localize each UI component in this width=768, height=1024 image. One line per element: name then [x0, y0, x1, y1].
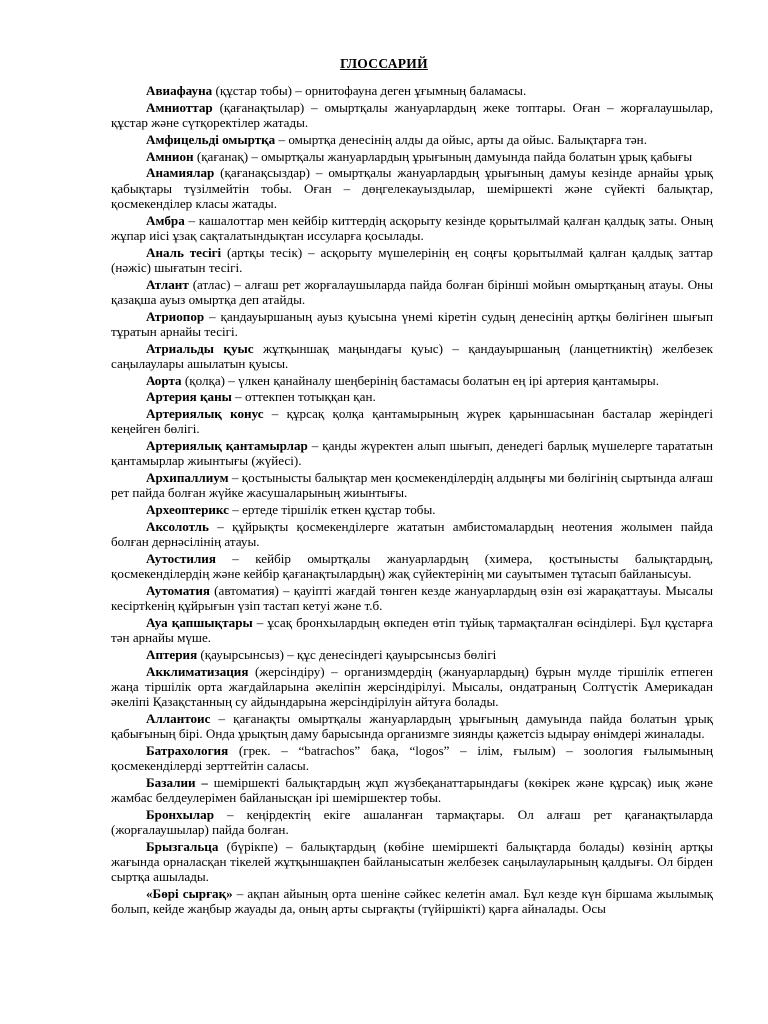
glossary-definition: – кейбір омыртқалы жануарлардың (химера, қостынысты балықтардың, қосмекенділердің және кейбір қағанақтылардың) жақ сүйектерінің ми сауытымен тұтасып байланысуы.: [111, 550, 713, 582]
glossary-entry: [111, 83, 713, 98]
glossary-term: Архипаллиум: [146, 470, 229, 486]
glossary-entry: [111, 743, 713, 773]
glossary-term: Атриальды қуыс: [146, 340, 254, 356]
glossary-definition: – қостынысты балықтар мен қосмекенділердің алдыңғы ми бөлігінің сыртында алғаш рет пайда болған жүйке жасушаларының жиынтығы.: [111, 470, 713, 501]
glossary-definition: (атлас) – алғаш рет жорғалаушыларда пайда болған бірінші мойын омыртқаның атауы. Оны қазақша ауыз омыртқа деп атайды.: [111, 276, 713, 307]
glossary-definition: – қанды жүректен алып шығып, денедегі барлық мүшелерге тарататын қантамырлар жиынтығы (жүйесі).: [111, 438, 713, 469]
glossary-entry: [111, 886, 713, 916]
glossary-term: Амфицельді омыртқа: [146, 131, 276, 147]
glossary-entry: [111, 406, 713, 436]
glossary-term: Бронхылар: [146, 806, 214, 822]
glossary-definition: – қағанақты омыртқалы жануарлардың ұрығының дамуында пайда болатын ұрық қабығының бірі. Онда ұрықтың даму барысында организмге зиянды қажетсіз ыдырау өнімдері жиналады.: [111, 710, 713, 742]
glossary-entry: [111, 373, 713, 388]
glossary-term: Батрахология: [146, 742, 229, 758]
glossary-definition: жұтқыншақ маңындағы қуыс) – қандауыршаның (ланцетниктің) желбезек саңылаулары ашылатын қуысы.: [111, 340, 713, 371]
glossary-entry: [111, 775, 713, 805]
glossary-entry: [111, 711, 713, 741]
glossary-term: Аксолотль: [146, 518, 209, 534]
glossary-term: «Бөрі сырғақ»: [146, 886, 233, 902]
glossary-definition: – құрсақ қолқа қантамырының жүрек қарыншасынан басталар жеріндегі кеңейген бөлігі.: [111, 406, 713, 437]
glossary-entry: [111, 615, 713, 645]
glossary-entry: [111, 807, 713, 837]
glossary-entry: [111, 341, 713, 371]
glossary-term: Авиафауна: [146, 83, 213, 98]
glossary-entry: [111, 277, 713, 307]
glossary-term: Артериялық конус: [146, 406, 264, 422]
glossary-definition: (қағанақтылар) – омыртқалы жануарлардың жеке топтары. Оған – жорғалаушылар, құстар және сүтқоректілер жатады.: [111, 99, 713, 130]
glossary-definition: шеміршекті балықтардың жұп жүзбеқанаттарындағы (көкірек және құрсақ) иық және жамбас белдеулерімен байланысқан ірі шеміршектер тобы.: [111, 774, 713, 806]
glossary-entry: [111, 502, 713, 517]
glossary-term: Амбра: [146, 212, 185, 228]
glossary-term: Артериялық қантамырлар: [146, 438, 308, 454]
glossary-entry: [111, 165, 713, 211]
glossary-term: Аутоматия: [146, 582, 211, 598]
glossary-definition: – ақпан айының орта шеніне сәйкес келетін амал. Бұл кезде күн біршама жылымық болып, кейде жаңбыр жауады да, оның арты сырғақты (түйіршікті) қарға айналады. Осы: [111, 886, 713, 917]
glossary-definition: – кеңірдектің екіге ашаланған тармақтары. Ол алғаш рет қағанақтыларда (жорғалаушылар) пайда болған.: [111, 806, 713, 838]
glossary-entry: [111, 245, 713, 275]
glossary-body: [111, 83, 713, 918]
glossary-entry: [111, 551, 713, 581]
glossary-definition: (құстар тобы) – орнитофауна деген ұғымның баламасы.: [212, 83, 527, 98]
glossary-entry: [111, 149, 713, 164]
glossary-definition: (қағанақсыздар) – омыртқалы жануарлардың ұрығының дамуы кезінде арнайы ұрық қабықтары түзілмейтін тобы. Оған – дөңгелекауыздылар, шеміршекті және сүйекті балықтар, қосмекенділер класы жатады.: [111, 165, 713, 211]
glossary-term: Акклиматизация: [146, 663, 249, 679]
glossary-term: Анамиялар: [146, 165, 215, 181]
glossary-definition: (қауырсынсыз) – құс денесіндегі қауырсынсыз бөлігі: [197, 646, 497, 662]
glossary-term: Аллантоис: [146, 710, 211, 726]
glossary-definition: – қандауыршаның ауыз қуысына үнемі кіретін судың денесінің артқы бөлігінен шығып тұратын арнайы тесігі.: [111, 308, 713, 339]
glossary-term: Археоптерикс: [146, 502, 229, 518]
glossary-entry: [111, 470, 713, 500]
glossary-definition: (артқы тесік) – асқорыту мүшелерінің ең соңғы қорытылмай қалған қалдық заттар (нәжіс) шығатын тесігі.: [111, 244, 713, 275]
glossary-term: Аптерия: [146, 646, 198, 662]
glossary-term: Аналь тесігі: [146, 244, 222, 260]
glossary-definition: (қағанақ) – омыртқалы жануарлардың ұрығының дамуында пайда болатын ұрық қабығы: [193, 148, 693, 164]
glossary-entry: [111, 839, 713, 885]
glossary-definition: (грек. – “batrachos” бақа, “logos” – ілім, ғылым) – зоология ғылымының қосмекенділерді зерттейтін саласы.: [111, 742, 713, 774]
glossary-entry: [111, 438, 713, 468]
glossary-term: Атлант: [146, 276, 189, 292]
glossary-term: Амнион: [146, 148, 194, 164]
glossary-entry: [111, 132, 713, 147]
glossary-entry: [111, 100, 713, 130]
glossary-entry: [111, 583, 713, 613]
glossary-definition: – омыртқа денесінің алды да ойыс, арты да ойыс. Балықтарға тән.: [275, 131, 647, 147]
glossary-definition: (автоматия) – қауіпті жағдай төнген кезде жануарлардың өзін өзі жарақаттауы. Мысалы кесіртkенің құйрығын үзіп тастап кетуі және т.б.: [111, 582, 713, 614]
glossary-definition: – ұсақ бронхылардың өкпеден өтіп тұйық тармақталған өсінділері. Бұл құстарға тән арнайы мүше.: [111, 614, 713, 646]
glossary-term: Ауа қапшықтары: [146, 614, 253, 630]
glossary-definition: (қолқа) – үлкен қанайналу шеңберінің бастамасы болатын ең ірі артерия қантамыры.: [181, 372, 659, 388]
glossary-definition: – ертеде тіршілік еткен құстар тобы.: [228, 502, 436, 518]
glossary-definition: – құйрықты қосмекенділерге жататын амбистомалардың неотения жолымен пайда болған дернәсілінің атауы.: [111, 518, 713, 550]
glossary-entry: [111, 309, 713, 339]
glossary-term: Брызгальца: [146, 838, 219, 854]
glossary-term: Амниоттар: [146, 99, 213, 115]
glossary-entry: [111, 664, 713, 710]
glossary-definition: – оттекпен тотыққан қан.: [231, 389, 376, 405]
glossary-term: Аорта: [146, 372, 182, 388]
glossary-entry: [111, 389, 713, 404]
glossary-entry: [111, 647, 713, 662]
glossary-entry: [111, 519, 713, 549]
glossary-term: Базалии –: [146, 774, 208, 790]
glossary-term: Артерия қаны: [146, 389, 232, 405]
glossary-definition: (жерсіндіру) – организмдердің (жануарлардың) бұрын мүлде тіршілік етпеген жаңа тіршілік орта жағдайларына әкеліпін жерсіндірілуі. Мысалы, ондатраның Солтүстік Америкадан әкеліпі Қазақстанның су айдындарына жерсіндірілуін айтуға болады.: [111, 663, 713, 710]
glossary-definition: (бүрікпе) – балықтардың (көбіне шеміршекті балықтарда болады) көзінің артқы жағында орналасқан тікелей жұтқыншақпен байланысатын желбезек саңылауларының қалдығы. Ол бірден сыртқа ашылады.: [111, 838, 713, 885]
glossary-entry: [111, 213, 713, 243]
glossary-term: Аутостилия: [146, 550, 216, 566]
glossary-definition: – кашалоттар мен кейбір киттердің асқорыту кезінде қорытылмай қалған қалдық заты. Оның жұпар иісі ұзақ сақталатындықтан иссуларға қосылады.: [111, 212, 713, 243]
glossary-term: Атриопор: [146, 308, 205, 324]
page-title: ГЛОССАРИЙ: [340, 56, 428, 71]
